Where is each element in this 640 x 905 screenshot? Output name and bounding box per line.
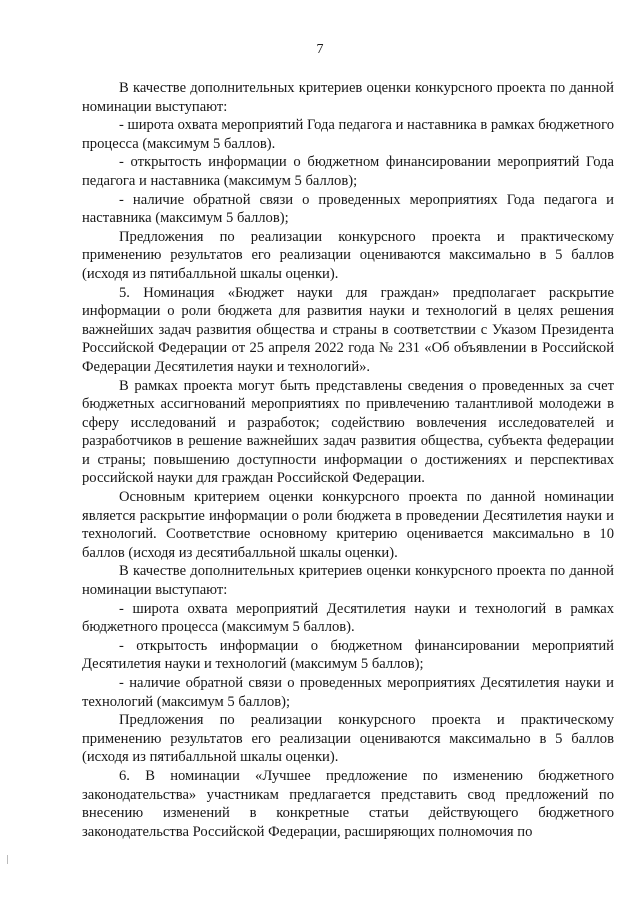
list-item: - наличие обратной связи о проведенных мероприятиях Десятилетия науки и технологий (максимум 5 баллов); — [82, 675, 614, 710]
list-item: - открытость информации о бюджетном финансировании мероприятий Десятилетия науки и технологий (максимум 5 баллов); — [82, 637, 614, 673]
paragraph: 6. В номинации «Лучшее предложение по изменению бюджетного законодательства» участникам предлагается представить свод предложений по внесению изменений в конкретные статьи действующего бюджетного законодательства Российской Федерации, расширяющих полномочия по — [82, 767, 614, 840]
list-item: - широта охвата мероприятий Года педагога и наставника в рамках бюджетного процесса (максимум 5 баллов). — [82, 117, 614, 152]
paragraph: 5. Номинация «Бюджет науки для граждан» предполагает раскрытие информации о роли бюджета для развития науки и технологий в целях решения важнейших задач развития общества и страны в соответствии с Указом Президента Российской Федерации от 25 апреля 2022 года № 231 «Об объявлении в Российской Федерации Десятилетия науки и технологий». — [82, 284, 614, 375]
paragraph: Основным критерием оценки конкурсного проекта по данной номинации является раскрытие информации о роли бюджета в проведении Десятилетия науки и технологий. Соответствие основному критерию оценивается максимально в 10 баллов (исходя из десятибалльной шкалы оценки). — [82, 489, 614, 561]
list-item: - широта охвата мероприятий Десятилетия науки и технологий в рамках бюджетного процесса (максимум 5 баллов). — [82, 600, 614, 636]
document-body — [82, 79, 614, 841]
paragraph: Предложения по реализации конкурсного проекта и практическому применению результатов его реализации оцениваются максимально в 5 баллов (исходя из пятибалльной шкалы оценки). — [82, 228, 614, 282]
paragraph: В рамках проекта могут быть представлены сведения о проведенных за счет бюджетных ассигнований мероприятиях по привлечению талантливой молодежи в сферу исследований и разработок; содействию вовлечения исследователей и разработчиков в решение важнейших задач развития общества, субъекта федерации и страны; повышению доступности информации о достижениях и перспективах российской науки для граждан Российской Федерации. — [82, 377, 614, 487]
page-number: 7 — [316, 42, 324, 57]
list-item: - открытость информации о бюджетном финансировании мероприятий Года педагога и наставника (максимум 5 баллов); — [82, 154, 614, 189]
paragraph: Предложения по реализации конкурсного проекта и практическому применению результатов его реализации оцениваются максимально в 5 баллов (исходя из пятибалльной шкалы оценки). — [82, 712, 614, 766]
list-item: - наличие обратной связи о проведенных мероприятиях Года педагога и наставника (максимум 5 баллов); — [82, 191, 614, 227]
paragraph: В качестве дополнительных критериев оценки конкурсного проекта по данной номинации выступают: — [82, 563, 614, 599]
scan-mark — [7, 855, 8, 864]
paragraph: В качестве дополнительных критериев оценки конкурсного проекта по данной номинации выступают: — [82, 80, 614, 115]
